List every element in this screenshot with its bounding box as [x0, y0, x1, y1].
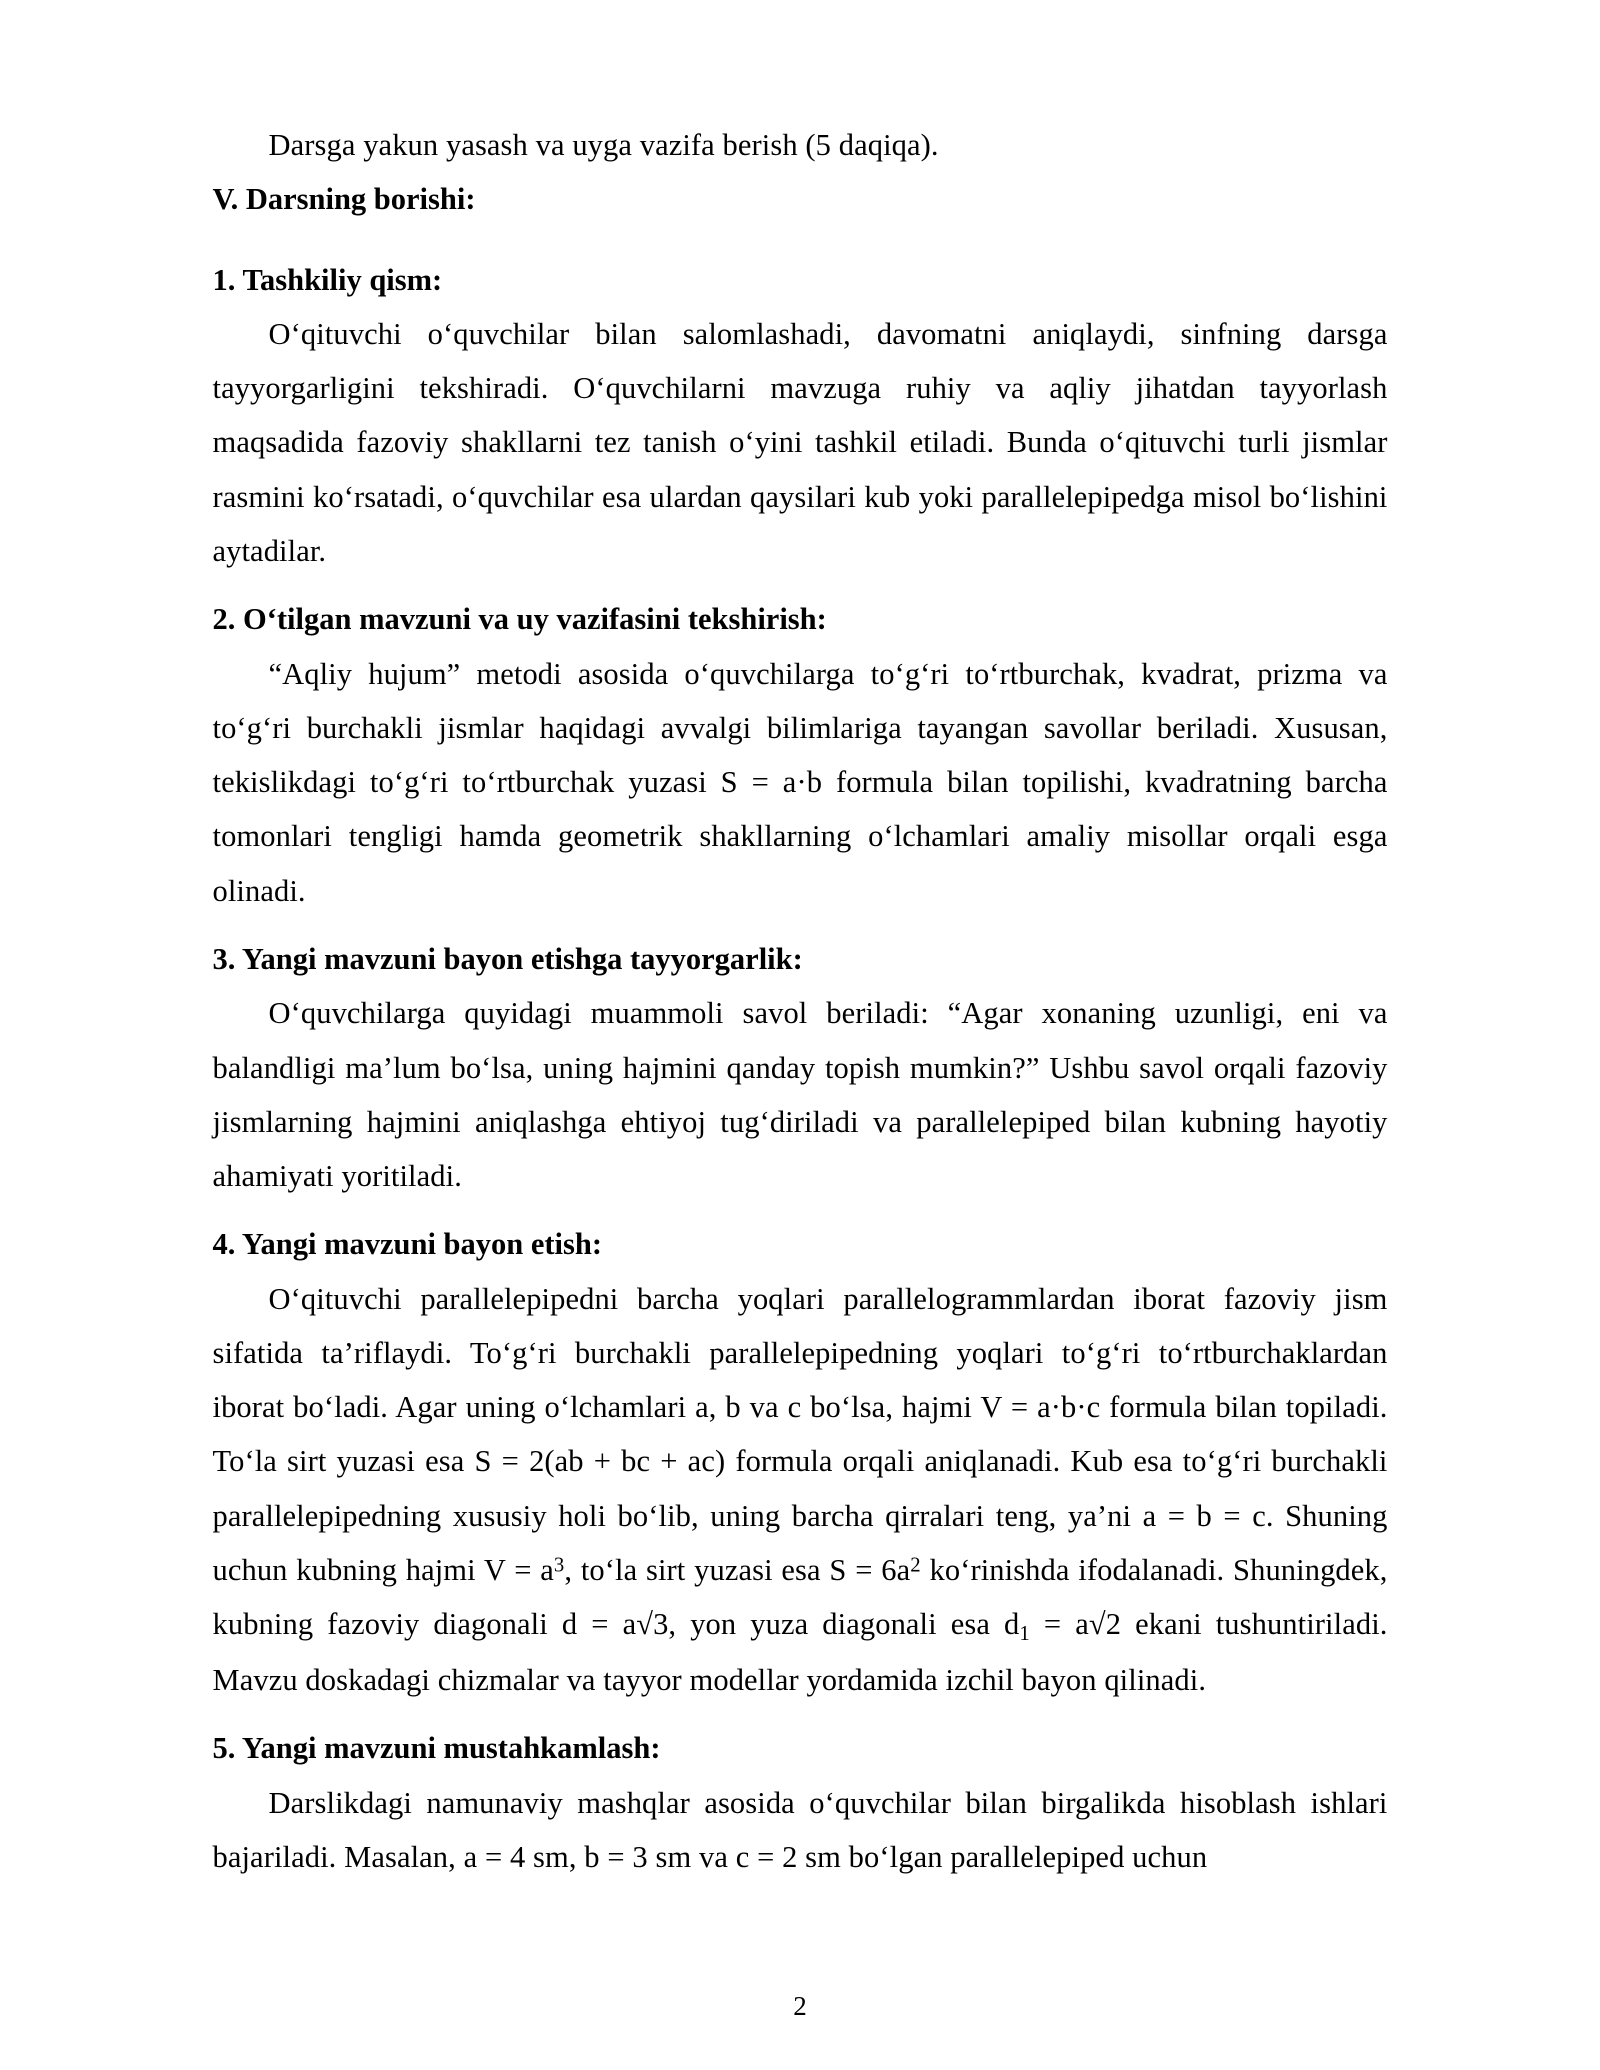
section-heading-2: 2. O‘tilgan mavzuni va uy vazifasini tekshirish: — [212, 602, 827, 637]
section-paragraph-4 — [213, 1272, 1388, 1708]
section-paragraph-2: “Aqliy hujum” metodi asosida o‘quvchilarga to‘g‘ri to‘rtburchak, kvadrat, prizma va to‘g‘ri burchakli jismlar haqidagi avvalgi bilimlariga tayangan savollar beriladi. Xususan, tekislikdagi to‘g‘ri to‘rtburchak yuzasi S = a·b formula bilan topilishi, kvadratning barcha tomonlari tengligi hamda geometrik shakllarning o‘lchamlari amaliy misollar orqali esga olinadi. — [212, 656, 1388, 908]
paragraph-text-run: = a√2 ekani tushuntiriladi. Mavzu doskadagi chizmalar va tayyor modellar yordamida izchil bayon qilinadi. — [212, 1607, 1388, 1698]
spacer — [213, 918, 1388, 932]
diagonal-subscript: 1 — [1019, 1623, 1030, 1646]
paragraph-text-run: O‘qituvchi parallelepipedni barcha yoqlari parallelogrammlardan iborat fazoviy jism sifatida ta’riflaydi. To‘g‘ri burchakli parallelepipedning yoqlari to‘g‘ri to‘rtburchaklardan iborat bo‘ladi. Agar uning o‘lchamlari a, b va c bo‘lsa, hajmi V = a·b·c formula bilan topiladi. To‘la sirt yuzasi esa S = 2(ab + bc + ac) formula orqali aniqlanadi. Kub esa to‘g‘ri burchakli parallelepipedning xususiy holi bo‘lib, uning barcha qirralari teng, ya’ni a = b = c. Shuning uchun kubning hajmi V = a — [212, 1281, 1388, 1588]
intro-paragraph: Darsga yakun yasash va uyga vazifa berish (5 daqiqa). — [268, 128, 939, 162]
paragraph-text-run: , to‘la sirt yuzasi esa S = 6a — [564, 1553, 911, 1588]
section-paragraph-1: O‘qituvchi o‘quvchilar bilan salomlashadi, davomatni aniqlaydi, sinfning darsga tayyorgarligini tekshiradi. O‘quvchilarni mavzuga ruhiy va aqliy jihatdan tayyorlash maqsadida fazoviy shakllarni tez tanish o‘yini tashkil etiladi. Bunda o‘qituvchi turli jismlar rasmini ko‘rsatadi, o‘quvchilar esa ulardan qaysilari kub yoki parallelepipedga misol bo‘lishini aytadilar. — [212, 316, 1388, 568]
paragraph-text-run: ko‘rinishda ifodalanadi. Shuningdek, kubning fazoviy diagonali d = a√3, yon yuza diagonali esa d — [212, 1553, 1388, 1642]
spacer — [213, 1203, 1388, 1217]
square-exponent: 2 — [910, 1554, 921, 1577]
section-paragraph-3: O‘quvchilarga quyidagi muammoli savol beriladi: “Agar xonaning uzunligi, eni va balandligi ma’lum bo‘lsa, uning hajmini qanday topish mumkin?” Ushbu savol orqali fazoviy jismlarning hajmini aniqlashga ehtiyoj tug‘diriladi va parallelepiped bilan kubning hayotiy ahamiyati yoritiladi. — [212, 996, 1388, 1194]
section-title-heading: V. Darsning borishi: — [212, 182, 476, 217]
spacer — [213, 1707, 1388, 1721]
section-paragraph-5: Darslikdagi namunaviy mashqlar asosida o‘quvchilar bilan birgalikda hisoblash ishlari bajariladi. Masalan, a = 4 sm, b = 3 sm va c = 2 sm bo‘lgan parallelepiped uchun — [212, 1785, 1388, 1874]
section-heading-1: 1. Tashkiliy qism: — [212, 262, 443, 297]
spacer — [213, 227, 1388, 253]
page-number: 2 — [793, 1991, 807, 2021]
spacer — [213, 578, 1388, 592]
cube-exponent: 3 — [553, 1554, 565, 1577]
document-body — [213, 118, 1388, 1884]
section-heading-4: 4. Yangi mavzuni bayon etish: — [212, 1227, 603, 1262]
section-heading-5: 5. Yangi mavzuni mustahkamlash: — [212, 1731, 661, 1766]
section-heading-3: 3. Yangi mavzuni bayon etishga tayyorgarlik: — [212, 941, 803, 976]
